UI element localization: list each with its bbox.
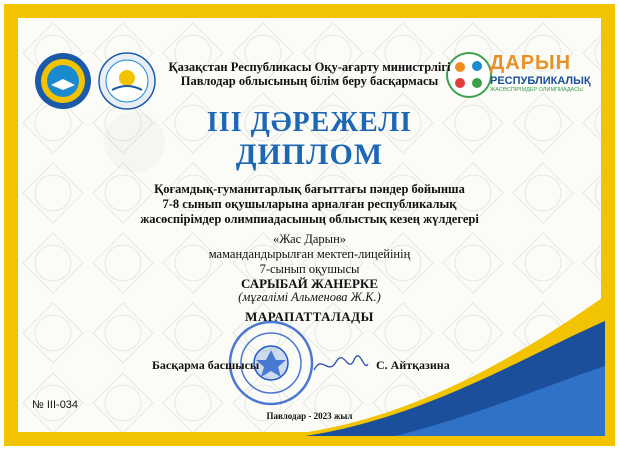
- head-name: С. Айтқазина: [376, 358, 450, 372]
- student-grade: 7-сынып оқушысы: [259, 262, 360, 276]
- body-line-3: жасөспірімдер олимпиадасының облыстық кезең жүлдегері: [140, 212, 479, 226]
- student-name: САРЫБАЙ ЖАНЕРКЕ: [240, 276, 379, 291]
- body-line-2: 7-8 сынып оқушыларына арналған республикалық: [162, 197, 457, 211]
- brand-line-2: ЖАСӨСПІРІМДЕР ОЛИМПИАДАСЫ: [490, 87, 583, 93]
- brand-word: ДАРЫН: [490, 52, 572, 74]
- awarded-label: МАРАПАТТАЛАДЫ: [245, 309, 374, 324]
- body-line-1: Қоғамдық-гуманитарлық бағыттағы пәндер бойынша: [154, 182, 465, 196]
- degree-title: III ДӘРЕЖЕЛІ: [206, 107, 413, 138]
- school-type: мамандандырылған мектеп-лицейінің: [208, 247, 411, 261]
- ministry-name: Қазақстан Республикасы Оқу-ағарту министрлігі: [168, 60, 451, 74]
- teacher-name: (мұғалімі Альменова Ж.К.): [238, 290, 381, 304]
- head-title: Басқарма басшысы: [152, 358, 260, 372]
- school-name: «Жас Дарын»: [272, 232, 347, 246]
- signature-scribble: [310, 350, 370, 380]
- department-name: Павлодар облысының білім беру басқармасы: [180, 74, 439, 88]
- brand-line-1: РЕСПУБЛИКАЛЫҚ: [490, 75, 591, 87]
- diploma-number: № III-034: [32, 399, 79, 411]
- city-year: Павлодар - 2023 жыл: [266, 411, 353, 421]
- diploma-title: ДИПЛОМ: [235, 138, 384, 171]
